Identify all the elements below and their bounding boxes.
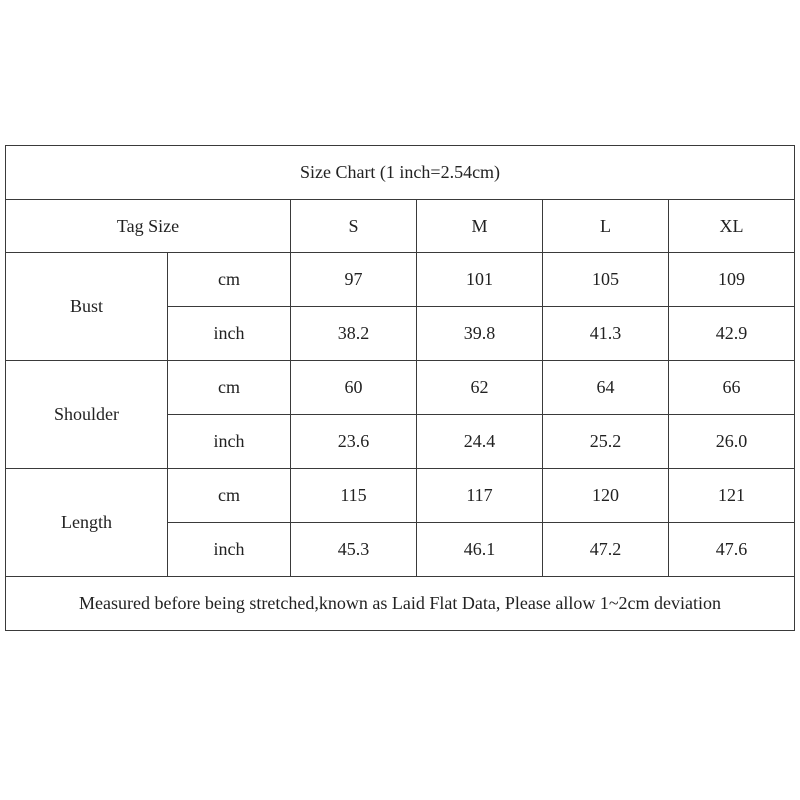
tag-size-label: Tag Size xyxy=(6,200,291,253)
unit-label: inch xyxy=(168,523,291,577)
table-row xyxy=(6,469,795,523)
table-cell: 66 xyxy=(669,361,795,415)
table-cell: 46.1 xyxy=(417,523,543,577)
table-cell: 115 xyxy=(291,469,417,523)
size-header-l: L xyxy=(543,200,669,253)
title-row xyxy=(6,146,795,200)
table-cell: 64 xyxy=(543,361,669,415)
table-cell: 42.9 xyxy=(669,307,795,361)
table-cell: 101 xyxy=(417,253,543,307)
table-cell: 60 xyxy=(291,361,417,415)
size-header-s: S xyxy=(291,200,417,253)
table-cell: 97 xyxy=(291,253,417,307)
size-header-xl: XL xyxy=(669,200,795,253)
unit-label: inch xyxy=(168,307,291,361)
measure-label-shoulder: Shoulder xyxy=(6,361,168,469)
table-cell: 45.3 xyxy=(291,523,417,577)
table-cell: 39.8 xyxy=(417,307,543,361)
table-cell: 47.2 xyxy=(543,523,669,577)
table-cell: 117 xyxy=(417,469,543,523)
measure-label-bust: Bust xyxy=(6,253,168,361)
table-row xyxy=(6,253,795,307)
table-cell: 41.3 xyxy=(543,307,669,361)
table-cell: 47.6 xyxy=(669,523,795,577)
table-cell: 105 xyxy=(543,253,669,307)
table-cell: 26.0 xyxy=(669,415,795,469)
unit-label: inch xyxy=(168,415,291,469)
table-cell: 38.2 xyxy=(291,307,417,361)
table-cell: 62 xyxy=(417,361,543,415)
table-cell: 24.4 xyxy=(417,415,543,469)
header-row xyxy=(6,200,795,253)
table-cell: 121 xyxy=(669,469,795,523)
measure-label-length: Length xyxy=(6,469,168,577)
size-header-m: M xyxy=(417,200,543,253)
table-cell: 109 xyxy=(669,253,795,307)
table-cell: 23.6 xyxy=(291,415,417,469)
note-row xyxy=(6,577,795,631)
table-cell: 25.2 xyxy=(543,415,669,469)
table-row xyxy=(6,361,795,415)
table-cell: 120 xyxy=(543,469,669,523)
unit-label: cm xyxy=(168,253,291,307)
unit-label: cm xyxy=(168,469,291,523)
unit-label: cm xyxy=(168,361,291,415)
chart-title: Size Chart (1 inch=2.54cm) xyxy=(6,146,795,200)
size-chart-table xyxy=(5,145,795,631)
deviation-note: Measured before being stretched,known as Laid Flat Data, Please allow 1~2cm deviation xyxy=(6,577,795,631)
